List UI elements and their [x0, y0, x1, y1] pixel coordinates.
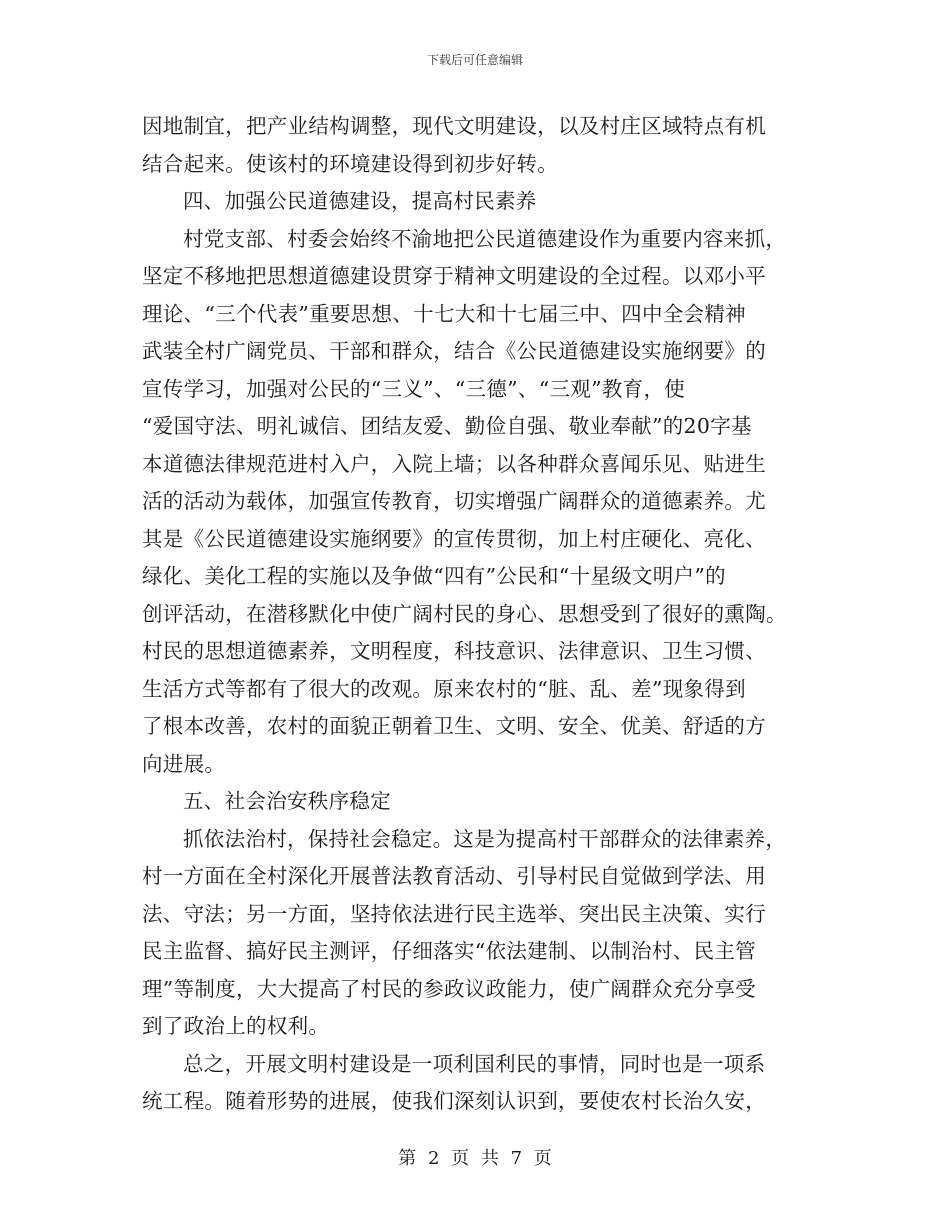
text-line: “爱国守法、明礼诚信、团结友爱、勤俭自强、敬业奉献”的20字基: [142, 414, 752, 438]
text-line: 宣传学习，加强对公民的“三义”、“三德”、“三观”教育，使: [142, 376, 686, 401]
text-line: 活的活动为载体，加强宣传教育，切实增强广阔群众的道德素养。尤: [142, 489, 766, 513]
text-line: 五、社会治安秩序稳定: [183, 789, 391, 813]
text-line: 结合起来。使该村的环境建设得到初步好转。: [142, 151, 558, 176]
text-line: 村一方面在全村深化开展普法教育活动、引导村民自觉做到学法、用: [142, 864, 766, 888]
text-line: 四、加强公民道德建设，提高村民素养: [183, 189, 537, 213]
page-footer: 第 2 页 共 7 页: [398, 1148, 552, 1169]
text-line: 因地制宜，把产业结构调整，现代文明建设，以及村庄区域特点有机: [142, 114, 766, 138]
text-line: 村党支部、村委会始终不渝地把公民道德建设作为重要内容来抓，: [183, 226, 787, 251]
text-line: 其是《公民道德建设实施纲要》的宣传贯彻，加上村庄硬化、亮化、: [142, 526, 766, 551]
text-line: 法、守法；另一方面，坚持依法进行民主选举、突出民主决策、实行: [142, 901, 766, 926]
text-line: 理”等制度，大大提高了村民的参政议政能力，使广阔群众充分享受: [142, 976, 756, 1001]
text-line: 统工程。随着形势的进展，使我们深刻认识到，要使农村长治久安，: [142, 1089, 766, 1113]
text-line: 本道德法律规范进村入户，入院上墙；以各种群众喜闻乐见、贴进生: [142, 451, 766, 476]
text-line: 村民的思想道德素养，文明程度，科技意识、法律意识、卫生习惯、: [142, 639, 766, 663]
text-line: 到了政治上的权利。: [142, 1014, 330, 1038]
text-line: 武装全村广阔党员、干部和群众，结合《公民道德建设实施纲要》的: [142, 339, 766, 363]
text-line: 向进展。: [142, 751, 226, 776]
document-body: [142, 108, 808, 1121]
text-line: 民主监督、搞好民主测评，仔细落实“依法建制、以制治村、民主管: [142, 939, 756, 963]
page-header: 下载后可任意编辑: [426, 53, 523, 67]
text-line: 创评活动，在潜移默化中使广阔村民的身心、思想受到了很好的熏陶。: [142, 601, 787, 626]
text-line: 理论、“三个代表”重要思想、十七大和十七届三中、四中全会精神: [142, 301, 746, 326]
text-line: 总之，开展文明村建设是一项利国利民的事情，同时也是一项系: [183, 1051, 766, 1076]
text-line: 抓依法治村，保持社会稳定。这是为提高村干部群众的法律素养，: [183, 826, 787, 851]
text-line: 生活方式等都有了很大的改观。原来农村的“脏、乱、差”现象得到: [142, 676, 746, 701]
text-line: 了根本改善，农村的面貌正朝着卫生、文明、安全、优美、舒适的方: [142, 714, 766, 738]
text-line: 坚定不移地把思想道德建设贯穿于精神文明建设的全过程。以邓小平: [142, 264, 766, 288]
text-line: 绿化、美化工程的实施以及争做“四有”公民和“十星级文明户”的: [142, 564, 726, 588]
